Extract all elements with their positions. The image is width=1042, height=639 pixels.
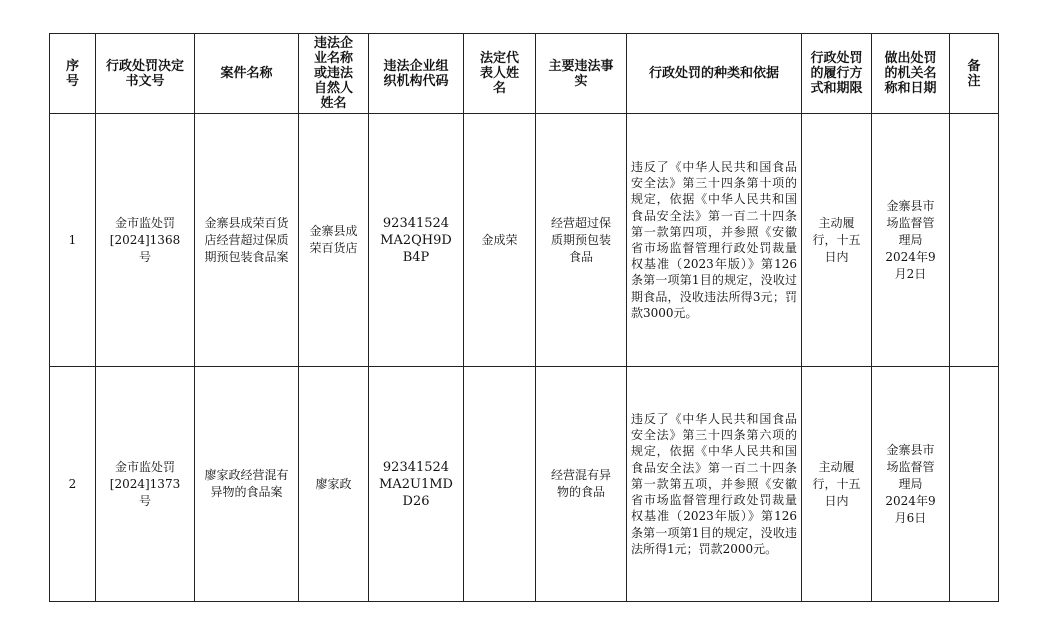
header-facts: 主要违法事实 (536, 34, 627, 114)
cell-doc-no: 金市监处罚[2024]1373号 (96, 367, 195, 602)
header-basis: 行政处罚的种类和依据 (627, 34, 802, 114)
header-performance: 行政处罚的履行方式和期限 (802, 34, 872, 114)
table-row (50, 114, 999, 367)
cell-facts: 经营超过保质期预包装食品 (536, 114, 627, 367)
table-row (50, 367, 999, 602)
cell-basis: 违反了《中华人民共和国食品安全法》第三十四条第六项的规定，依据《中华人民共和国食品安全法》第一百二十四条第一款第五项，并参照《安徽省市场监督管理行政处罚裁量权基准（2023年版）》第126条第一项第1目的规定，没收违法所得1元；罚款2000元。 (627, 367, 802, 602)
cell-legal-rep: 金成荣 (464, 114, 536, 367)
cell-authority (872, 114, 950, 367)
authority-name: 金寨县市场监督管理局 (886, 198, 935, 247)
header-case-name: 案件名称 (195, 34, 299, 114)
cell-case-name: 廖家政经营混有异物的食品案 (195, 367, 299, 602)
cell-remark (950, 114, 999, 367)
header-legal-rep: 法定代表人姓名 (464, 34, 536, 114)
cell-seq: 1 (50, 114, 96, 367)
header-doc-no: 行政处罚决定书文号 (96, 34, 195, 114)
header-remark: 备注 (950, 34, 999, 114)
header-row (50, 34, 999, 114)
cell-doc-no: 金市监处罚[2024]1368号 (96, 114, 195, 367)
cell-authority (872, 367, 950, 602)
header-org-code: 违法企业组织机构代码 (369, 34, 464, 114)
header-authority: 做出处罚的机关名称和日期 (872, 34, 950, 114)
cell-party: 金寨县成荣百货店 (299, 114, 369, 367)
header-seq: 序号 (50, 34, 96, 114)
cell-basis: 违反了《中华人民共和国食品安全法》第三十四条第十项的规定，依据《中华人民共和国食品安全法》第一百二十四条第一款第四项，并参照《安徽省市场监督管理行政处罚裁量权基准（2023年版）》第126条第一项第1目的规定，没收过期食品，没收违法所得3元；罚款3000元。 (627, 114, 802, 367)
cell-performance: 主动履行，十五日内 (802, 367, 872, 602)
cell-remark (950, 367, 999, 602)
decision-date: 2024年9月6日 (885, 493, 936, 525)
header-party: 违法企业名称或违法自然人姓名 (299, 34, 369, 114)
cell-org-code: 92341524MA2QH9DB4P (369, 114, 464, 367)
cell-org-code: 92341524MA2U1MDD26 (369, 367, 464, 602)
cell-performance: 主动履行，十五日内 (802, 114, 872, 367)
cell-case-name: 金寨县成荣百货店经营超过保质期预包装食品案 (195, 114, 299, 367)
penalty-table (49, 33, 999, 602)
authority-name: 金寨县市场监督管理局 (886, 442, 935, 491)
decision-date: 2024年9月2日 (885, 249, 936, 281)
cell-seq: 2 (50, 367, 96, 602)
cell-legal-rep (464, 367, 536, 602)
cell-facts: 经营混有异物的食品 (536, 367, 627, 602)
cell-party: 廖家政 (299, 367, 369, 602)
